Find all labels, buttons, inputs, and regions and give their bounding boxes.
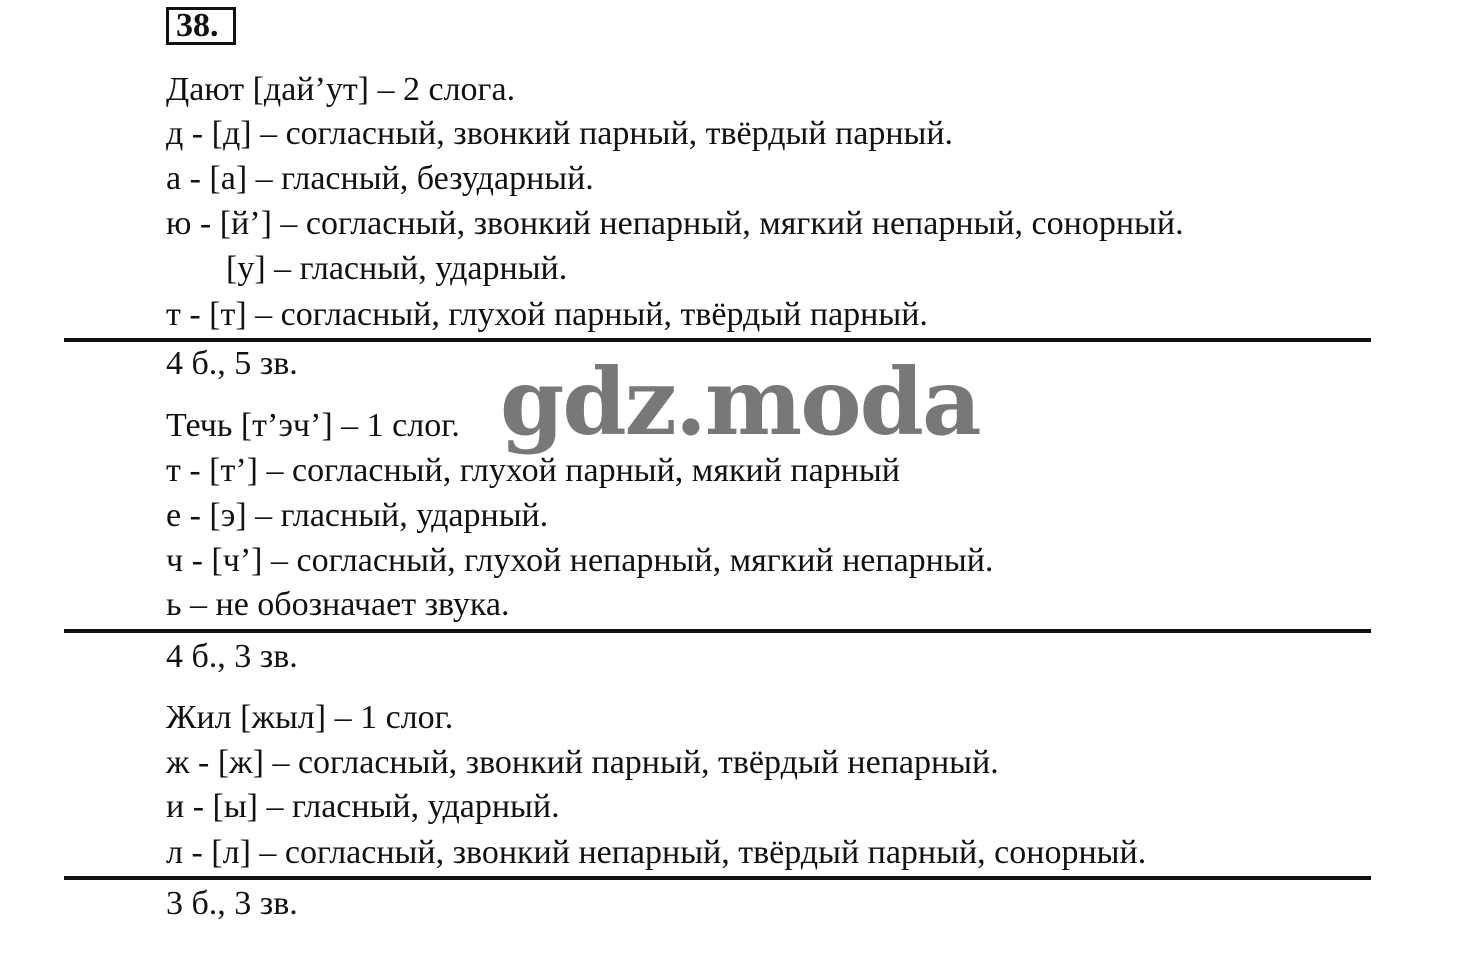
sound-line: ь – не обозначает звука. (166, 586, 510, 623)
task-number: 38. (166, 7, 236, 45)
word-heading-dayut: Дают [дай’ут] – 2 слога. (166, 71, 516, 108)
sound-line: ж - [ж] – согласный, звонкий парный, твёрдый непарный. (166, 744, 999, 781)
sound-line: е - [э] – гласный, ударный. (166, 497, 549, 534)
divider-rule (64, 338, 1371, 342)
sound-line-indented: [у] – гласный, ударный. (226, 250, 568, 287)
letters-sounds-summary: 4 б., 5 зв. (166, 345, 298, 382)
sound-line: д - [д] – согласный, звонкий парный, твёрдый парный. (166, 115, 954, 152)
sound-line: и - [ы] – гласный, ударный. (166, 788, 560, 825)
sound-line: т - [т] – согласный, глухой парный, твёрдый парный. (166, 296, 928, 333)
watermark-logo: gdz.moda (500, 348, 980, 456)
divider-rule (64, 876, 1371, 880)
sound-line: ю - [й’] – согласный, звонкий непарный, мягкий непарный, сонорный. (166, 205, 1184, 242)
divider-rule (64, 629, 1371, 633)
letters-sounds-summary: 4 б., 3 зв. (166, 638, 298, 675)
word-heading-tech: Течь [т’эч’] – 1 слог. (166, 407, 460, 444)
sound-line: а - [а] – гласный, безударный. (166, 160, 594, 197)
sound-line: л - [л] – согласный, звонкий непарный, твёрдый парный, сонорный. (166, 834, 1147, 871)
letters-sounds-summary: 3 б., 3 зв. (166, 885, 298, 922)
sound-line: т - [т’] – согласный, глухой парный, мякий парный (166, 452, 900, 489)
word-heading-zhil: Жил [жыл] – 1 слог. (166, 699, 454, 736)
sound-line: ч - [ч’] – согласный, глухой непарный, мягкий непарный. (166, 542, 994, 579)
